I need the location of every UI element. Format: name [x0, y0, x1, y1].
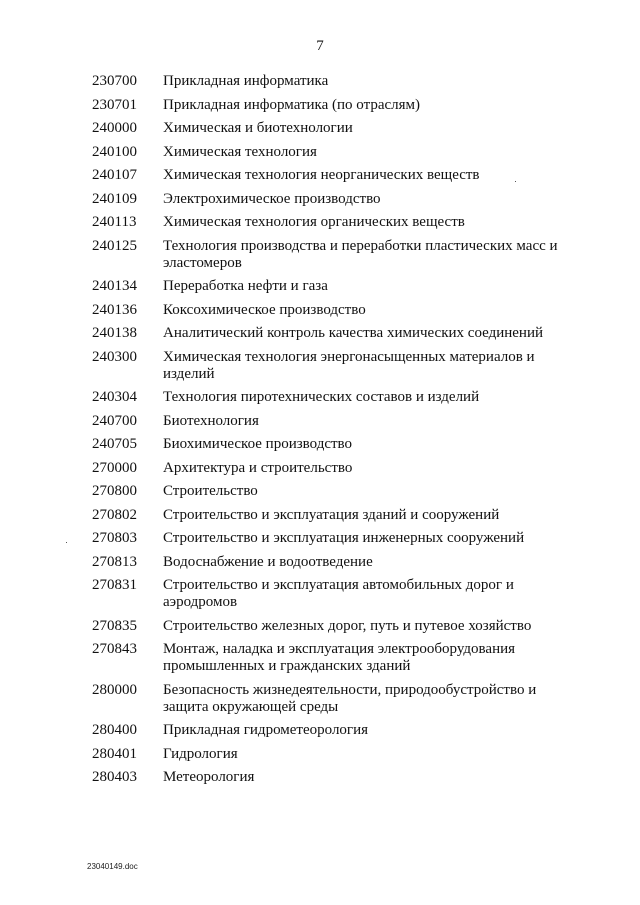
- specialty-code: 240113: [92, 214, 137, 230]
- list-item: [92, 302, 572, 319]
- list-item: [92, 554, 572, 571]
- specialty-code: 270813: [92, 553, 137, 570]
- specialty-code: 230701: [92, 96, 137, 113]
- specialty-title: Прикладная информатика (по отраслям): [163, 96, 421, 113]
- specialty-title: Строительство и эксплуатация автомобильных дорог и аэродромов: [163, 577, 514, 610]
- specialty-title: Химическая и биотехнологии: [163, 120, 353, 136]
- list-item: [92, 436, 572, 453]
- specialty-code: 240304: [92, 389, 137, 405]
- scan-speck: [515, 181, 516, 182]
- specialty-code: 240300: [92, 348, 137, 365]
- specialty-code: 280000: [92, 681, 137, 698]
- list-item: [92, 238, 572, 272]
- list-item: [92, 144, 572, 161]
- document-filename: 23040149.doc: [87, 862, 138, 871]
- specialty-code: 270802: [92, 506, 137, 523]
- list-item: [92, 214, 572, 231]
- specialty-title: Метеорология: [163, 769, 255, 785]
- specialty-code: 240705: [92, 436, 137, 452]
- list-item: [92, 530, 572, 547]
- specialty-title: Аналитический контроль качества химических соединений: [163, 325, 544, 341]
- specialty-title: Прикладная гидрометеорология: [163, 722, 369, 738]
- list-item: [92, 120, 572, 137]
- list-item: [92, 413, 572, 430]
- scan-speck: [66, 542, 67, 543]
- list-item: [92, 577, 572, 611]
- list-item: [92, 349, 572, 383]
- specialty-title: Технология пиротехнических составов и изделий: [163, 389, 480, 405]
- specialty-code: 240700: [92, 412, 137, 429]
- specialty-title: Строительство и эксплуатация инженерных сооружений: [163, 530, 525, 546]
- specialty-title: Строительство железных дорог, путь и путевое хозяйство: [163, 617, 532, 634]
- specialty-title: Коксохимическое производство: [163, 301, 366, 318]
- list-item: [92, 389, 572, 406]
- specialty-title: Биотехнология: [163, 412, 259, 429]
- specialty-code: 240109: [92, 190, 137, 207]
- specialty-code: 270835: [92, 617, 137, 634]
- list-item: [92, 769, 572, 786]
- list-item: [92, 746, 572, 763]
- list-item: [92, 682, 572, 716]
- specialty-code: 240107: [92, 167, 137, 183]
- list-item: [92, 507, 572, 524]
- page-number: 7: [316, 38, 324, 54]
- specialty-code: 270000: [92, 459, 137, 476]
- specialty-code: 240100: [92, 143, 137, 160]
- specialty-code: 280403: [92, 769, 137, 785]
- list-item: [92, 73, 572, 90]
- list-item: [92, 278, 572, 295]
- specialty-code: 270843: [92, 641, 137, 657]
- specialty-title: Гидрология: [163, 745, 238, 762]
- specialty-title: Химическая технология органических веществ: [163, 214, 465, 230]
- specialty-code: 240134: [92, 278, 137, 294]
- list-item: [92, 325, 572, 342]
- specialty-title: Строительство и эксплуатация зданий и сооружений: [163, 506, 500, 523]
- list-item: [92, 167, 572, 184]
- specialty-title: Архитектура и строительство: [163, 459, 353, 476]
- specialty-code: 240000: [92, 120, 137, 136]
- specialty-code: 230700: [92, 73, 137, 89]
- specialty-code: 240125: [92, 237, 137, 254]
- specialty-title: Электрохимическое производство: [163, 190, 381, 207]
- list-item: [92, 460, 572, 477]
- list-item: [92, 618, 572, 635]
- specialty-title: Технология производства и переработки пластических масс и эластомеров: [163, 237, 558, 271]
- list-item: [92, 97, 572, 114]
- specialty-code: 270800: [92, 483, 137, 499]
- specialty-title: Прикладная информатика: [163, 73, 329, 89]
- specialty-title: Химическая технология: [163, 143, 317, 160]
- list-item: [92, 722, 572, 739]
- specialty-list: [92, 73, 572, 793]
- specialty-code: 240136: [92, 301, 137, 318]
- specialty-title: Химическая технология неорганических веществ: [163, 167, 480, 183]
- specialty-code: 280400: [92, 722, 137, 738]
- list-item: [92, 641, 572, 675]
- specialty-code: 240138: [92, 325, 137, 341]
- specialty-title: Безопасность жизнедеятельности, природообустройство и защита окружающей среды: [163, 681, 537, 715]
- specialty-code: 280401: [92, 745, 137, 762]
- specialty-title: Переработка нефти и газа: [163, 278, 328, 294]
- specialty-title: Биохимическое производство: [163, 436, 353, 452]
- specialty-title: Химическая технология энергонасыщенных материалов и изделий: [163, 348, 535, 382]
- list-item: [92, 483, 572, 500]
- specialty-title: Водоснабжение и водоотведение: [163, 553, 373, 570]
- specialty-code: 270831: [92, 577, 137, 593]
- specialty-title: Строительство: [163, 483, 258, 499]
- specialty-title: Монтаж, наладка и эксплуатация электрооборудования промышленных и гражданских зданий: [163, 641, 516, 674]
- list-item: [92, 191, 572, 208]
- specialty-code: 270803: [92, 530, 137, 546]
